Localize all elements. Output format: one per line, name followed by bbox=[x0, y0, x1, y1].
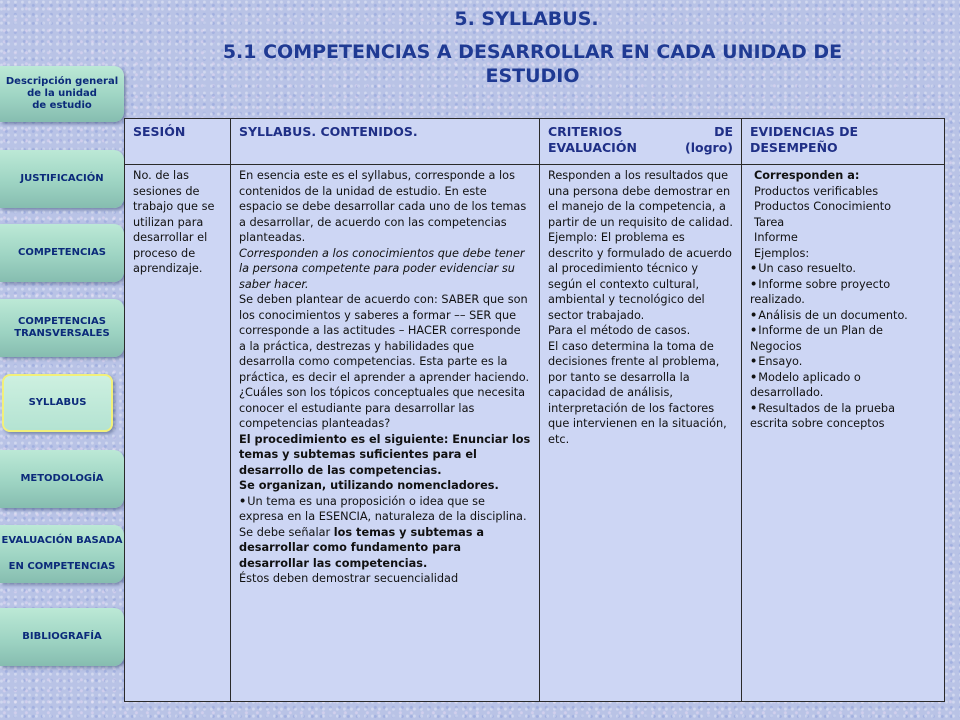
page-title: 5. SYLLABUS. bbox=[454, 8, 599, 30]
contenidos-p1: En esencia este es el syllabus, corresponde a los contenidos de la unidad de estudio. En este espacio se debe desarrollar cada uno de los temas a desarrollar, de acuerdo con las competencias planteadas. bbox=[239, 169, 527, 244]
cell-sesion bbox=[125, 165, 231, 702]
nav-metodologia-button[interactable] bbox=[0, 450, 124, 508]
nav-label: JUSTIFICACIÓN bbox=[20, 173, 104, 184]
nav-competencias-button[interactable] bbox=[0, 224, 124, 282]
cell-evidencias bbox=[742, 165, 945, 702]
criterios-p1: Responden a los resultados que una persona debe demostrar en el manejo de la competencia, a partir de un requisito de calidad. bbox=[548, 169, 733, 229]
contenidos-p5: El procedimiento es el siguiente: Enunciar los temas y subtemas suficientes para el desarrollo de las competencias. bbox=[239, 432, 531, 477]
nav-label: de la unidad bbox=[27, 88, 97, 99]
contenidos-p8a: Se debe señalar bbox=[239, 525, 334, 539]
nav-label: Descripción general bbox=[5, 76, 119, 87]
contenidos-p7: • Un tema es una proposición o idea que se expresa en la ESENCIA, naturaleza de la disciplina. bbox=[239, 494, 531, 525]
contenidos-p9: Éstos deben demostrar secuencialidad bbox=[239, 572, 459, 585]
nav-transversales-button[interactable] bbox=[0, 299, 124, 357]
contenidos-p8b: los temas y subtemas a desarrollar como fundamento para desarrollar las competencias. bbox=[239, 525, 485, 570]
nav-label: METODOLOGÍA bbox=[20, 473, 104, 484]
nav-label: EVALUACIÓN BASADA bbox=[1, 535, 123, 546]
evidencias-line: Tarea bbox=[754, 215, 785, 229]
cell-criterios bbox=[540, 165, 742, 702]
evidencias-bullet: • Informe de un Plan de Negocios bbox=[750, 323, 936, 354]
contenidos-p8 bbox=[239, 525, 531, 572]
contenidos-p3: Se deben plantear de acuerdo con: SABER que son los conocimientos y saberes a formar –– SER que corresponde a las actitudes – HACER corresponde a la práctica, destrezas y habilidades que desarrolla como competencias. Esta parte es la práctica, es decir el aprender a aprender haciendo. bbox=[239, 293, 530, 384]
evidencias-line: Informe bbox=[754, 231, 798, 244]
evidencias-bullet: • Modelo aplicado o desarrollado. bbox=[750, 370, 936, 401]
table-header-row bbox=[125, 119, 945, 165]
criterios-p4: El caso determina la toma de decisiones frente al problema, por tanto se desarrolla la capacidad de análisis, interpretación de los factores que intervienen en la situación, etc. bbox=[548, 339, 727, 446]
evidencias-line: Productos Conocimiento bbox=[754, 200, 892, 213]
nav-label: de estudio bbox=[32, 100, 92, 111]
nav-bibliografia-button[interactable] bbox=[0, 608, 124, 666]
nav-syllabus-button[interactable] bbox=[2, 374, 113, 432]
criterios-p2: Ejemplo: El problema es descrito y formulado de acuerdo al procedimiento técnico y según el contexto cultural, ambiental y tecnológico del sector trabajado. bbox=[548, 231, 732, 322]
header-criterios: CRITERIOS DE EVALUACIÓN (logro) bbox=[540, 119, 742, 165]
contenidos-p6: Se organizan, utilizando nomencladores. bbox=[239, 479, 499, 492]
nav-label: SYLLABUS bbox=[28, 397, 87, 408]
evidencias-line: Ejemplos: bbox=[754, 246, 810, 260]
syllabus-table bbox=[124, 118, 945, 702]
nav-label: BIBLIOGRAFÍA bbox=[22, 631, 102, 642]
nav-justificacion-button[interactable] bbox=[0, 150, 124, 208]
nav-descripcion-button[interactable] bbox=[0, 66, 124, 122]
evidencias-bullet: • Ensayo. bbox=[750, 354, 936, 370]
header-contenidos: SYLLABUS. CONTENIDOS. bbox=[231, 119, 540, 165]
evidencias-bullet: • Resultados de la prueba escrita sobre conceptos bbox=[750, 401, 936, 432]
evidencias-head: Corresponden a: bbox=[754, 169, 860, 182]
evidencias-line: Productos verificables bbox=[754, 184, 879, 198]
nav-label: TRANSVERSALES bbox=[14, 328, 110, 339]
cell-contenidos bbox=[231, 165, 540, 702]
evidencias-bullet: • Análisis de un documento. bbox=[750, 308, 936, 324]
header-evidencias: EVIDENCIAS DE DESEMPEÑO bbox=[742, 119, 945, 165]
evidencias-bullet: • Informe sobre proyecto realizado. bbox=[750, 277, 936, 308]
nav-label: EN COMPETENCIAS bbox=[8, 561, 116, 572]
contenidos-p2: Corresponden a los conocimientos que debe tener la persona competente para poder evidenciar su saber hacer. bbox=[239, 246, 525, 291]
nav-evaluacion-button[interactable] bbox=[0, 525, 124, 583]
nav-label: COMPETENCIAS bbox=[18, 316, 106, 327]
evidencias-bullet: • Un caso resuelto. bbox=[750, 261, 936, 277]
table-row bbox=[125, 165, 945, 702]
header-sesion: SESIÓN bbox=[125, 119, 231, 165]
sesion-text: No. de las sesiones de trabajo que se utilizan para desarrollar el proceso de aprendizaje. bbox=[133, 169, 215, 275]
contenidos-p4: ¿Cuáles son los tópicos conceptuales que necesita conocer el estudiante para desarrollar las competencias planteadas? bbox=[239, 386, 526, 430]
page-subtitle: 5.1 COMPETENCIAS A DESARROLLAR EN CADA UNIDAD DE ESTUDIO bbox=[222, 41, 843, 87]
nav-label: COMPETENCIAS bbox=[18, 247, 106, 258]
criterios-p3: Para el método de casos. bbox=[548, 324, 691, 337]
